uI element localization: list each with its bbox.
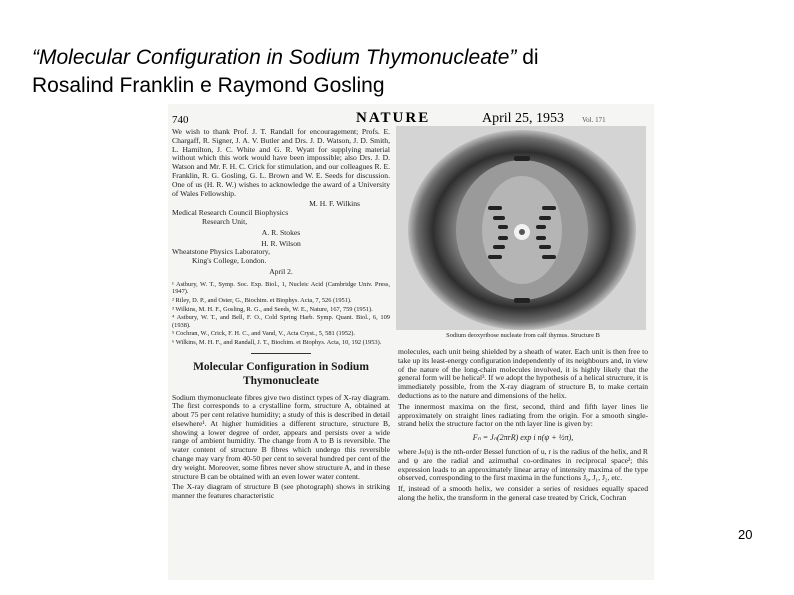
lab-college: King's College, London. [192, 256, 267, 266]
slide-title-rest: di [516, 46, 539, 69]
reference-item: ⁵ Cochran, W., Crick, F. H. C., and Vand, V., Acta Cryst., 5, 581 (1952). [172, 330, 355, 338]
lab-date: April 2. [269, 266, 293, 276]
right-para-3: where Jₙ(u) is the nth-order Bessel function of u, r is the radius of the helix, and R and ψ are the radial and azimuthal co-ordinates in reciprocal space²; this expression leads to an approximately linear array of intensity maxima of the type observed, corresponding to the first maxima in the functions J₀, J₁, J₂, etc. [398, 446, 648, 483]
slide-title [32, 44, 752, 100]
left-column [172, 128, 390, 503]
references-list [172, 281, 390, 347]
right-para-1: molecules, each unit being shielded by a sheath of water. Each unit is then free to take up its least-energy configuration independently of its neighbours and, in view of the nature of the long-chain molecules involved, it is highly likely that the general form will be helical³. If we adopt the hypothesis of a helical structure, it is immediately possible, from the X-ray diagram of structure B, to make certain deductions as to the nature and dimensions of the helix. [398, 347, 648, 400]
reference-item: ³ Wilkins, M. H. F., Gosling, R. G., and Seeds, W. E., Nature, 167, 759 (1951). [172, 305, 373, 313]
right-para-2: The innermost maxima on the first, second, third and fifth layer lines lie approximately on straight lines radiating from the origin. For a smooth single-strand helix the structure factor on the nth layer line is given by: [398, 401, 648, 429]
reference-item: ⁴ Astbury, W. T., and Bell, F. O., Cold Spring Harb. Symp. Quant. Biol., 6, 109 (1938). [172, 314, 390, 329]
photo-caption: Sodium deoxyribose nucleate from calf thymus. Structure B [446, 332, 600, 339]
lab-name: Wheatstone Physics Laboratory, [172, 247, 270, 257]
signature-wilson: H. R. Wilson [261, 238, 301, 248]
xray-diffraction-pattern [396, 126, 646, 330]
signature-wilkins: M. H. F. Wilkins [309, 199, 360, 209]
photo-51-xray-image [396, 126, 646, 330]
section-divider [251, 353, 311, 354]
acknowledgment-text: We wish to thank Prof. J. T. Randall for encouragement; Profs. E. Chargaff, R. Signer, J. A. V. Butler and Drs. J. D. Watson, J. D. Smith, L. Hamilton, J. C. White and G. R. Wyatt for supplying material without which this work would have been impossible; also Drs. J. D. Watson and Mr. F. H. C. Crick for stimulation, and our colleagues R. E. Franklin, R. G. Gosling, G. L. Brown and W. E. Seeds for discussion. One of us (H. R. W.) wishes to acknowledge the award of a University of Wales Fellowship. [172, 127, 390, 198]
reference-item: ¹ Astbury, W. T., Symp. Soc. Exp. Biol., 1, Nucleic Acid (Cambridge Univ. Press, 1947). [172, 280, 390, 296]
nature-article-scan [168, 104, 654, 580]
right-column [398, 348, 648, 505]
journal-masthead: NATURE [356, 110, 431, 126]
signature-affiliation-1: Medical Research Council Biophysics [172, 208, 289, 218]
journal-volume: Vol. 171 [582, 116, 606, 124]
journal-date: April 25, 1953 [482, 111, 565, 126]
reference-item: ² Riley, D. P., and Oster, G., Biochim. et Biophys. Acta, 7, 526 (1951). [172, 296, 352, 304]
structure-factor-equation: Fₙ = Jₙ(2πrR) exp i n(ψ + ½π), [472, 433, 574, 443]
slide-title-line2: Rosalind Franklin e Raymond Gosling [32, 74, 385, 97]
article-body-2: The X-ray diagram of structure B (see photograph) shows in striking manner the features characteristic [172, 482, 390, 501]
right-para-4: If, instead of a smooth helix, we consider a series of residues equally spaced along the helix, the transform in the general case treated by Crick, Cochran [398, 484, 648, 502]
signature-stokes: A. R. Stokes [261, 227, 301, 237]
signature-affiliation-2: Research Unit, [202, 216, 248, 226]
reference-item: ⁶ Wilkins, M. H. F., and Randall, J. T., Biochim. et Biophys. Acta, 10, 192 (1953). [172, 338, 382, 346]
slide-page-number: 20 [738, 527, 753, 542]
journal-page-number: 740 [172, 114, 189, 126]
article-body: Sodium thymonucleate fibres give two distinct types of X-ray diagram. The first corresponds to a crystalline form, structure A, obtained at about 75 per cent relative humidity; a study of this is described in detail elsewhere¹. At higher humidities a different structure, structure B, showing a lower degree of order, appears and persists over a wide range of ambient humidity. The change from A to B is reversible. The water content of structure B fibres which undergo this reversible change may vary from 40-50 per cent to several hundred per cent of the dry weight. Moreover, some fibres never show structure A, and in these structure B can be obtained with an even lower water content. [172, 392, 390, 481]
slide-title-quoted: “Molecular Configuration in Sodium Thymonucleate” [32, 46, 517, 69]
article-title: Molecular Configuration in Sodium Thymonucleate [193, 360, 369, 387]
